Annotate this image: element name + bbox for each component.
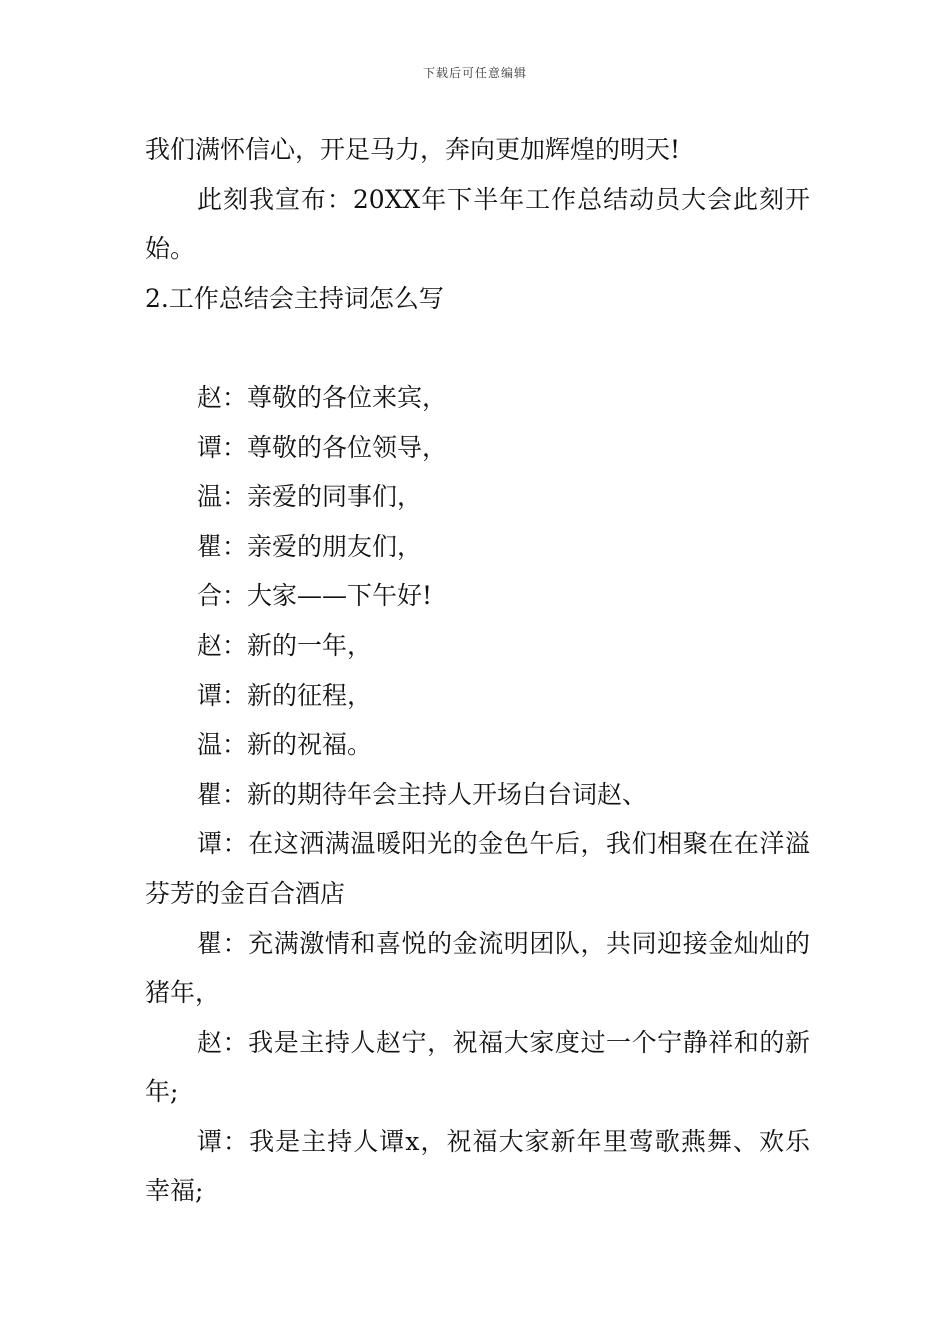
paragraph: 此刻我宣布：20XX年下半年工作总结动员大会此刻开始。: [145, 184, 810, 264]
paragraph: 谭：尊敬的各位领导，: [197, 432, 448, 462]
paragraph: 瞿：亲爱的朋友们，: [197, 531, 423, 561]
document-body: [145, 125, 810, 1216]
paragraph: 瞿：充满激情和喜悦的金流明团队，共同迎接金灿灿的猪年，: [145, 928, 810, 1008]
paragraph: 谭：在这洒满温暖阳光的金色午后，我们相聚在在洋溢芬芳的金百合酒店: [145, 829, 810, 908]
page-header: 下载后可任意编辑: [422, 66, 527, 80]
paragraph: 2.工作总结会主持词怎么写: [145, 283, 444, 313]
paragraph: 赵：新的一年，: [197, 630, 373, 660]
paragraph: 赵：尊敬的各位来宾，: [197, 382, 448, 412]
paragraph: 谭：新的征程，: [197, 680, 373, 710]
paragraph: 我们满怀信心，开足马力，奔向更加辉煌的明天!: [145, 135, 681, 164]
paragraph: 温：新的祝福。: [197, 730, 373, 760]
paragraph: 谭：我是主持人谭x，祝福大家新年里莺歌燕舞、欢乐幸福;: [145, 1126, 810, 1206]
blank-line: [145, 323, 810, 373]
paragraph: 合：大家——下午好!: [197, 581, 433, 611]
paragraph: 温：亲爱的同事们，: [197, 482, 423, 512]
paragraph: 赵：我是主持人赵宁，祝福大家度过一个宁静祥和的新年;: [145, 1027, 810, 1107]
paragraph: 瞿：新的期待年会主持人开场白台词赵、: [197, 779, 648, 809]
